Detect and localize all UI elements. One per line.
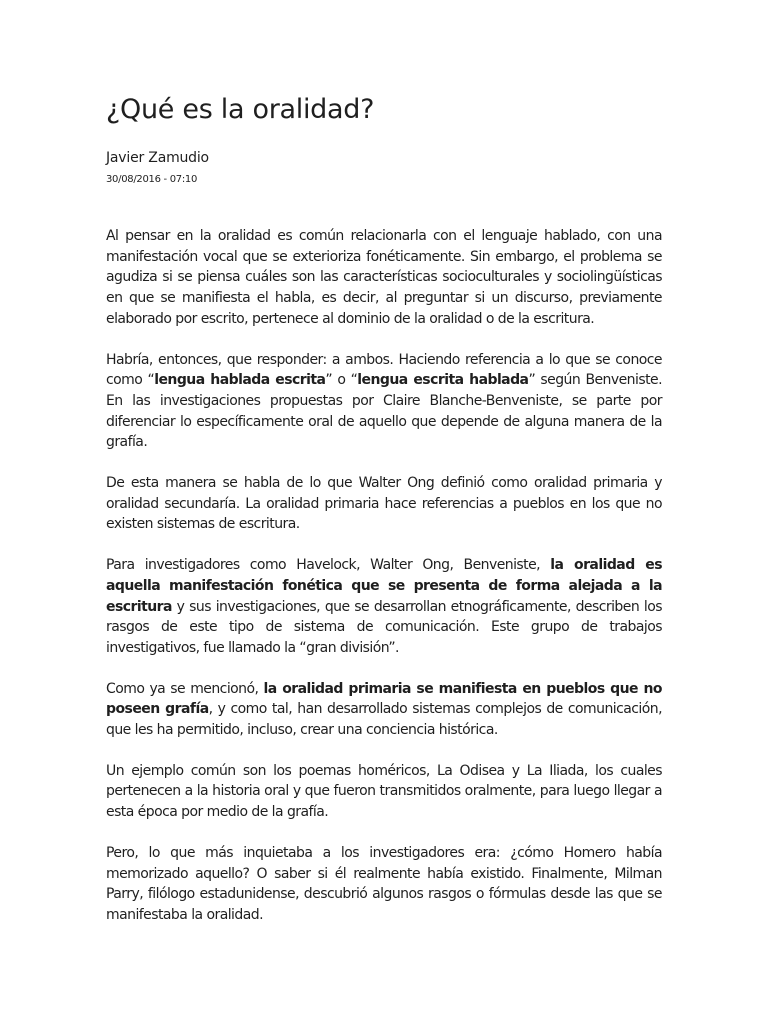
paragraph-text: Como ya se mencionó, — [106, 680, 264, 697]
article-author: Javier Zamudio — [106, 150, 209, 166]
paragraph-text: ” o “ — [325, 372, 358, 389]
paragraph-text: Para investigadores como Havelock, Walter Ong, Benveniste, — [106, 557, 551, 574]
paragraph-text: y sus investigaciones, que se desarrollan etnográficamente, describen los rasgos de este tipo de sistema de comunicación. Este grupo de trabajos investigativos, fue llamado la “gran división”. — [106, 598, 662, 656]
paragraph-text: Pero, lo que más inquietaba a los investigadores era: ¿cómo Homero había memorizado aquello? O saber si él realmente había existido. Finalmente, Milman Parry, filólogo estadunidense, descubrió algunos rasgos o fórmulas desde las que se manifestaba la oralidad. — [106, 844, 662, 923]
paragraph-text: , y como tal, han desarrollado sistemas complejos de comunicación, que les ha permitido, incluso, crear una conciencia histórica. — [106, 701, 663, 739]
paragraph-text: ” según Benveniste. En las investigaciones propuestas por Claire Blanche-Benveniste, se parte por diferenciar lo específicamente oral de aquello que depende de alguna manera de la grafía. — [106, 372, 662, 451]
article-body — [106, 226, 662, 946]
article-paragraph — [106, 555, 662, 659]
article-paragraph — [106, 226, 662, 330]
paragraph-text: De esta manera se habla de lo que Walter Ong definió como oralidad primaria y oralidad secundaría. La oralidad primaria hace referencias a pueblos en los que no existen sistemas de escritura. — [106, 475, 662, 533]
article-title: ¿Qué es la oralidad? — [106, 94, 375, 125]
emphasized-text: la oralidad es aquella manifestación fonética que se presenta de forma alejada a la escritura — [106, 557, 662, 615]
emphasized-text: la oralidad primaria se manifiesta en pueblos que no poseen grafía — [106, 680, 662, 718]
article-paragraph — [106, 761, 662, 823]
article-paragraph — [106, 350, 662, 454]
article-date: 30/08/2016 - 07:10 — [106, 174, 198, 185]
paragraph-text: Un ejemplo común son los poemas homéricos, La Odisea y La Iliada, los cuales pertenecen a la historia oral y que fueron transmitidos oralmente, para luego llegar a esta época por medio de la grafía. — [106, 762, 662, 821]
emphasized-text: lengua escrita hablada — [357, 372, 529, 389]
article-paragraph — [106, 843, 662, 926]
paragraph-text: Al pensar en la oralidad es común relacionarla con el lenguaje hablado, con una manifestación vocal que se exterioriza fonéticamente. Sin embargo, el problema se agudiza si se piensa cuáles son las características socioculturales y sociolingüísticas en que se manifiesta el habla, es decir, al preguntar si un discurso, previamente elaborado por escrito, pertenece al dominio de la oralidad o de la escritura. — [106, 228, 662, 327]
article-paragraph — [106, 679, 662, 741]
article-paragraph — [106, 473, 662, 535]
paragraph-text: Habría, entonces, que responder: a ambos. Haciendo referencia a lo que se conoce como “ — [106, 351, 662, 389]
emphasized-text: lengua hablada escrita — [154, 372, 326, 389]
